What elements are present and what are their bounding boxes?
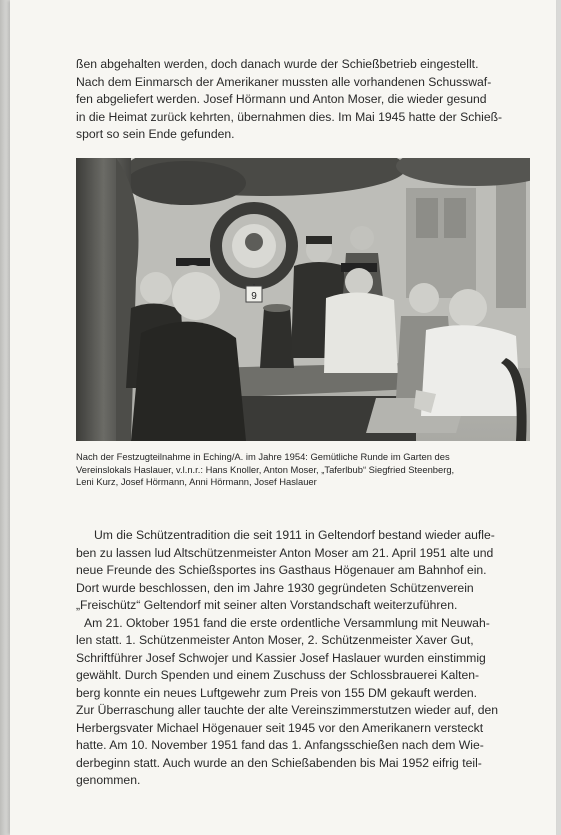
- historical-group-photo: [76, 158, 530, 441]
- photo-sign-number: 9: [251, 291, 257, 302]
- body-line: Dort wurde beschlossen, den im Jahre 1930 gegründeten Schützenverein: [76, 580, 474, 595]
- body-line: „Freischütz“ Geltendorf mit seiner alten Vorstandschaft weiterzuführen.: [76, 598, 458, 612]
- body-line: genommen.: [76, 773, 141, 787]
- body-paragraph: [76, 527, 520, 790]
- body-line: berg konnte ein neues Luftgewehr zum Preis von 155 DM gekauft werden.: [76, 685, 478, 700]
- photo-caption: [76, 451, 520, 489]
- book-page: [10, 0, 556, 835]
- intro-line: fen abgeliefert werden. Josef Hörmann und Anton Moser, die wieder gesund: [76, 92, 487, 107]
- body-line: Schriftführer Josef Schwojer und Kassier Josef Haslauer wurden einstimmig: [76, 650, 486, 665]
- book-gutter: [0, 0, 10, 835]
- caption-line: Nach der Festzugteilnahme in Eching/A. im Jahre 1954: Gemütliche Runde im Garten des: [76, 451, 450, 462]
- caption-line: Vereinslokals Haslauer, v.l.n.r.: Hans Knoller, Anton Moser, „Taferlbub“ Siegfried Steenberg,: [76, 463, 455, 475]
- body-line: gewählt. Durch Spenden und einem Zuschuss der Schlossbrauerei Kalten-: [76, 668, 480, 682]
- body-line: Zur Überraschung aller tauchte der alte Vereinszimmerstutzen wieder auf, den: [76, 703, 499, 717]
- body-line: Um die Schützentradition die seit 1911 in Geltendorf bestand wieder aufle-: [94, 528, 495, 542]
- body-line: ben zu lassen lud Altschützenmeister Anton Moser am 21. April 1951 alte und: [76, 545, 494, 560]
- intro-paragraph: [76, 56, 520, 144]
- intro-line: sport so sein Ende gefunden.: [76, 127, 235, 142]
- body-line: Herbergsvater Michael Högenauer seit 1945 vor den Amerikanern versteckt: [76, 720, 484, 735]
- intro-line: ßen abgehalten werden, doch danach wurde der Schießbetrieb eingestellt.: [76, 57, 479, 71]
- body-line: hatte. Am 10. November 1951 fand das 1. Anfangsschießen nach dem Wie-: [76, 738, 484, 752]
- body-line: derbeginn statt. Auch wurde an den Schießabenden bis Mai 1952 eifrig teil-: [76, 755, 482, 770]
- photo-illustration: [76, 158, 530, 441]
- caption-line: Leni Kurz, Josef Hörmann, Anni Hörmann, Josef Haslauer: [76, 476, 317, 488]
- intro-line: in die Heimat zurück kehrten, übernahmen dies. Im Mai 1945 hatte der Schieß-: [76, 109, 503, 124]
- body-line: neue Freunde des Schießsportes ins Gasthaus Högenauer am Bahnhof ein.: [76, 563, 487, 577]
- body-line: len statt. 1. Schützenmeister Anton Moser, 2. Schützenmeister Xaver Gut,: [76, 633, 474, 647]
- intro-line: Nach dem Einmarsch der Amerikaner mussten alle vorhandenen Schusswaf-: [76, 74, 492, 89]
- body-line: Am 21. Oktober 1951 fand die erste ordentliche Versammlung mit Neuwah-: [84, 615, 490, 630]
